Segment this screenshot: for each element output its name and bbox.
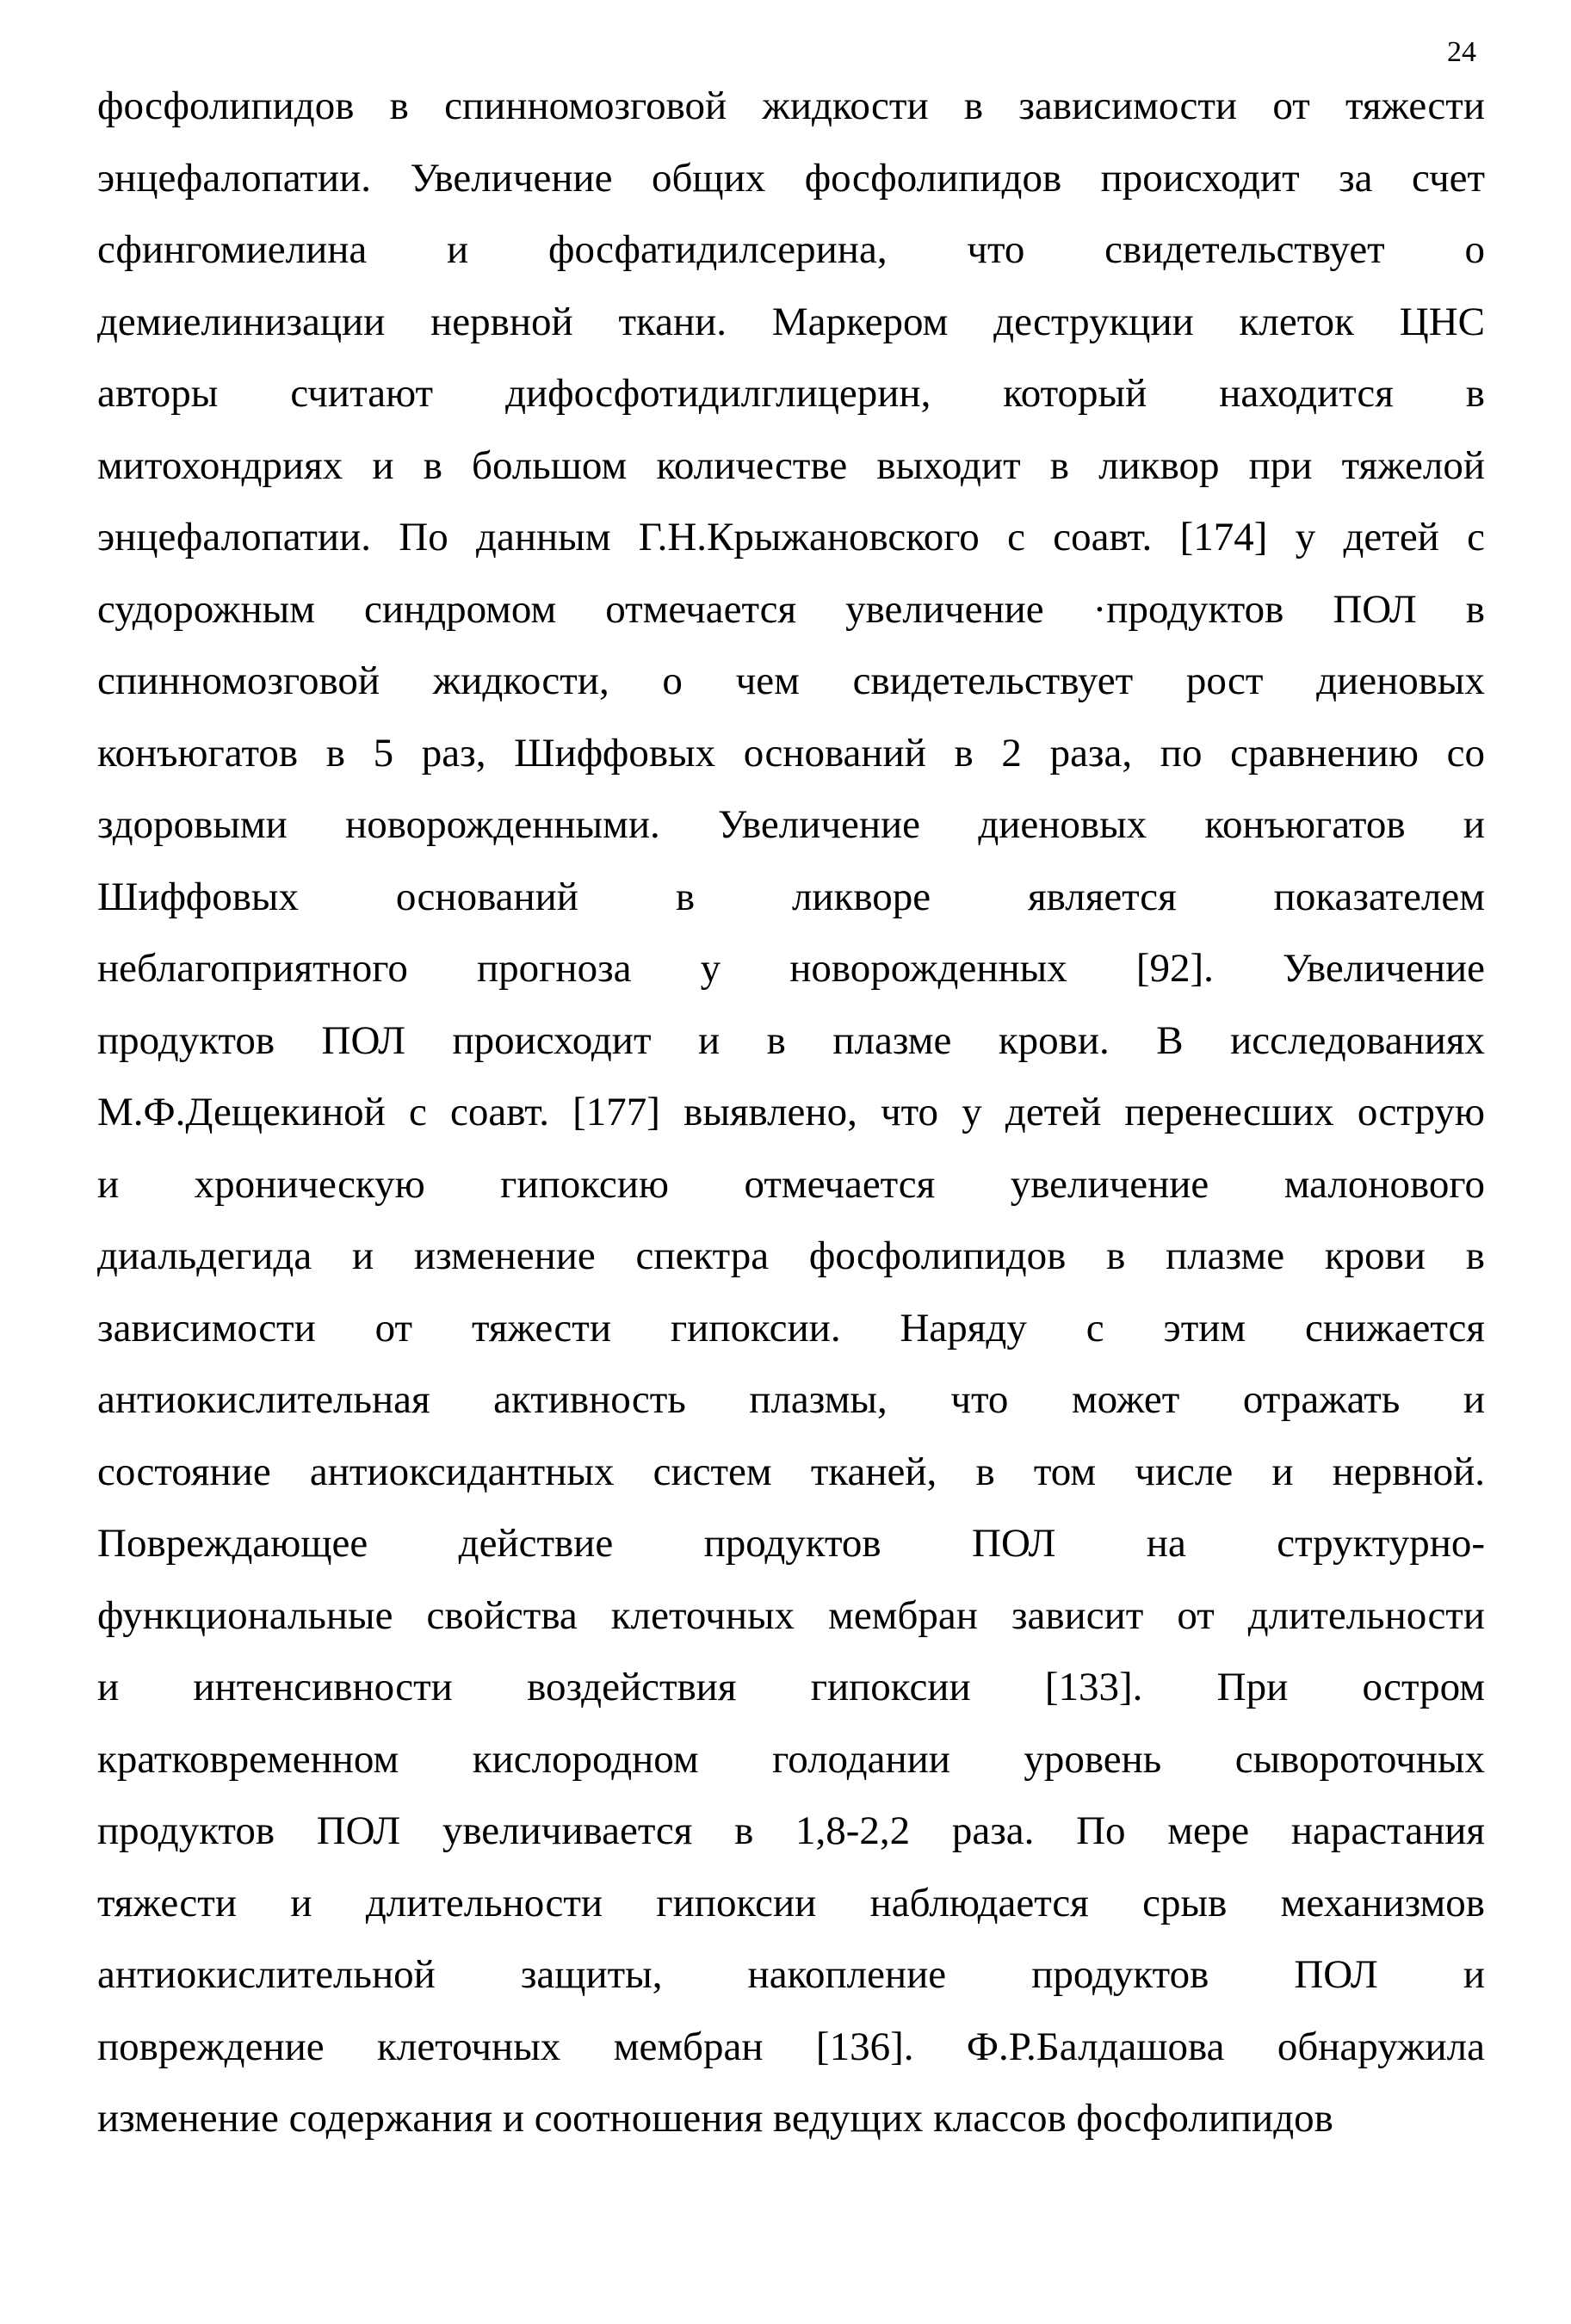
text-line: здоровыми новорожденными. Увеличение диеновых конъюгатов и [97, 802, 1485, 847]
text-line: и хроническую гипоксию отмечается увеличение малонового [97, 1161, 1485, 1207]
text-line: энцефалопатии. По данным Г.Н.Крыжановского с соавт. [174] у детей с [97, 515, 1485, 559]
text-line: фосфолипидов в спинномозговой жидкости в зависимости от тяжести [97, 83, 1485, 128]
text-line: тяжести и длительности гипоксии наблюдается срыв механизмов [97, 1880, 1485, 1925]
text-line: неблагоприятного прогноза у новорожденных [92]. Увеличение [97, 946, 1485, 991]
text-line: кратковременном кислородном голодании уровень сывороточных [97, 1736, 1485, 1782]
text-line: демиелинизации нервной ткани. Маркером деструкции клеток ЦНС [97, 299, 1485, 344]
text-line: М.Ф.Дещекиной с соавт. [177] выявлено, что у детей перенесших острую [97, 1090, 1485, 1134]
body-text [97, 71, 1485, 2155]
page-number: 24 [1447, 36, 1476, 68]
text-line: судорожным синдромом отмечается увеличение ·продуктов ПОЛ в [97, 586, 1485, 632]
text-line: продуктов ПОЛ происходит и в плазме крови. В исследованиях [97, 1017, 1485, 1063]
text-line: Шиффовых оснований в ликворе является показателем [97, 874, 1485, 919]
text-line: митохондриях и в большом количестве выходит в ликвор при тяжелой [97, 442, 1485, 488]
text-line: состояние антиоксидантных систем тканей, в том числе и нервной. [97, 1449, 1485, 1494]
text-line: конъюгатов в 5 раз, Шиффовых оснований в 2 раза, по сравнению со [97, 730, 1485, 776]
text-line: энцефалопатии. Увеличение общих фосфолипидов происходит за счет [97, 155, 1485, 201]
text-line: изменение содержания и соотношения ведущих классов фосфолипидов [97, 2096, 1333, 2141]
text-line: антиокислительной защиты, накопление продуктов ПОЛ и [97, 1952, 1485, 1997]
text-line: Повреждающее действие продуктов ПОЛ на структурно- [97, 1521, 1485, 1566]
text-line: и интенсивности воздействия гипоксии [133]. При остром [97, 1665, 1485, 1709]
text-line: спинномозговой жидкости, о чем свидетельствует рост диеновых [97, 658, 1485, 703]
text-line: функциональные свойства клеточных мембран зависит от длительности [97, 1592, 1485, 1638]
text-line: зависимости от тяжести гипоксии. Наряду с этим снижается [97, 1305, 1485, 1351]
text-line: сфингомиелина и фосфатидилсерина, что свидетельствует о [97, 227, 1485, 272]
text-line: антиокислительная активность плазмы, что может отражать и [97, 1377, 1485, 1422]
text-line: диальдегида и изменение спектра фосфолипидов в плазме крови в [97, 1233, 1485, 1278]
text-line: продуктов ПОЛ увеличивается в 1,8-2,2 раза. По мере нарастания [97, 1808, 1485, 1853]
text-line: авторы считают дифосфотидилглицерин, который находится в [97, 371, 1485, 416]
text-line: повреждение клеточных мембран [136]. Ф.Р.Балдашова обнаружила [97, 2024, 1485, 2069]
